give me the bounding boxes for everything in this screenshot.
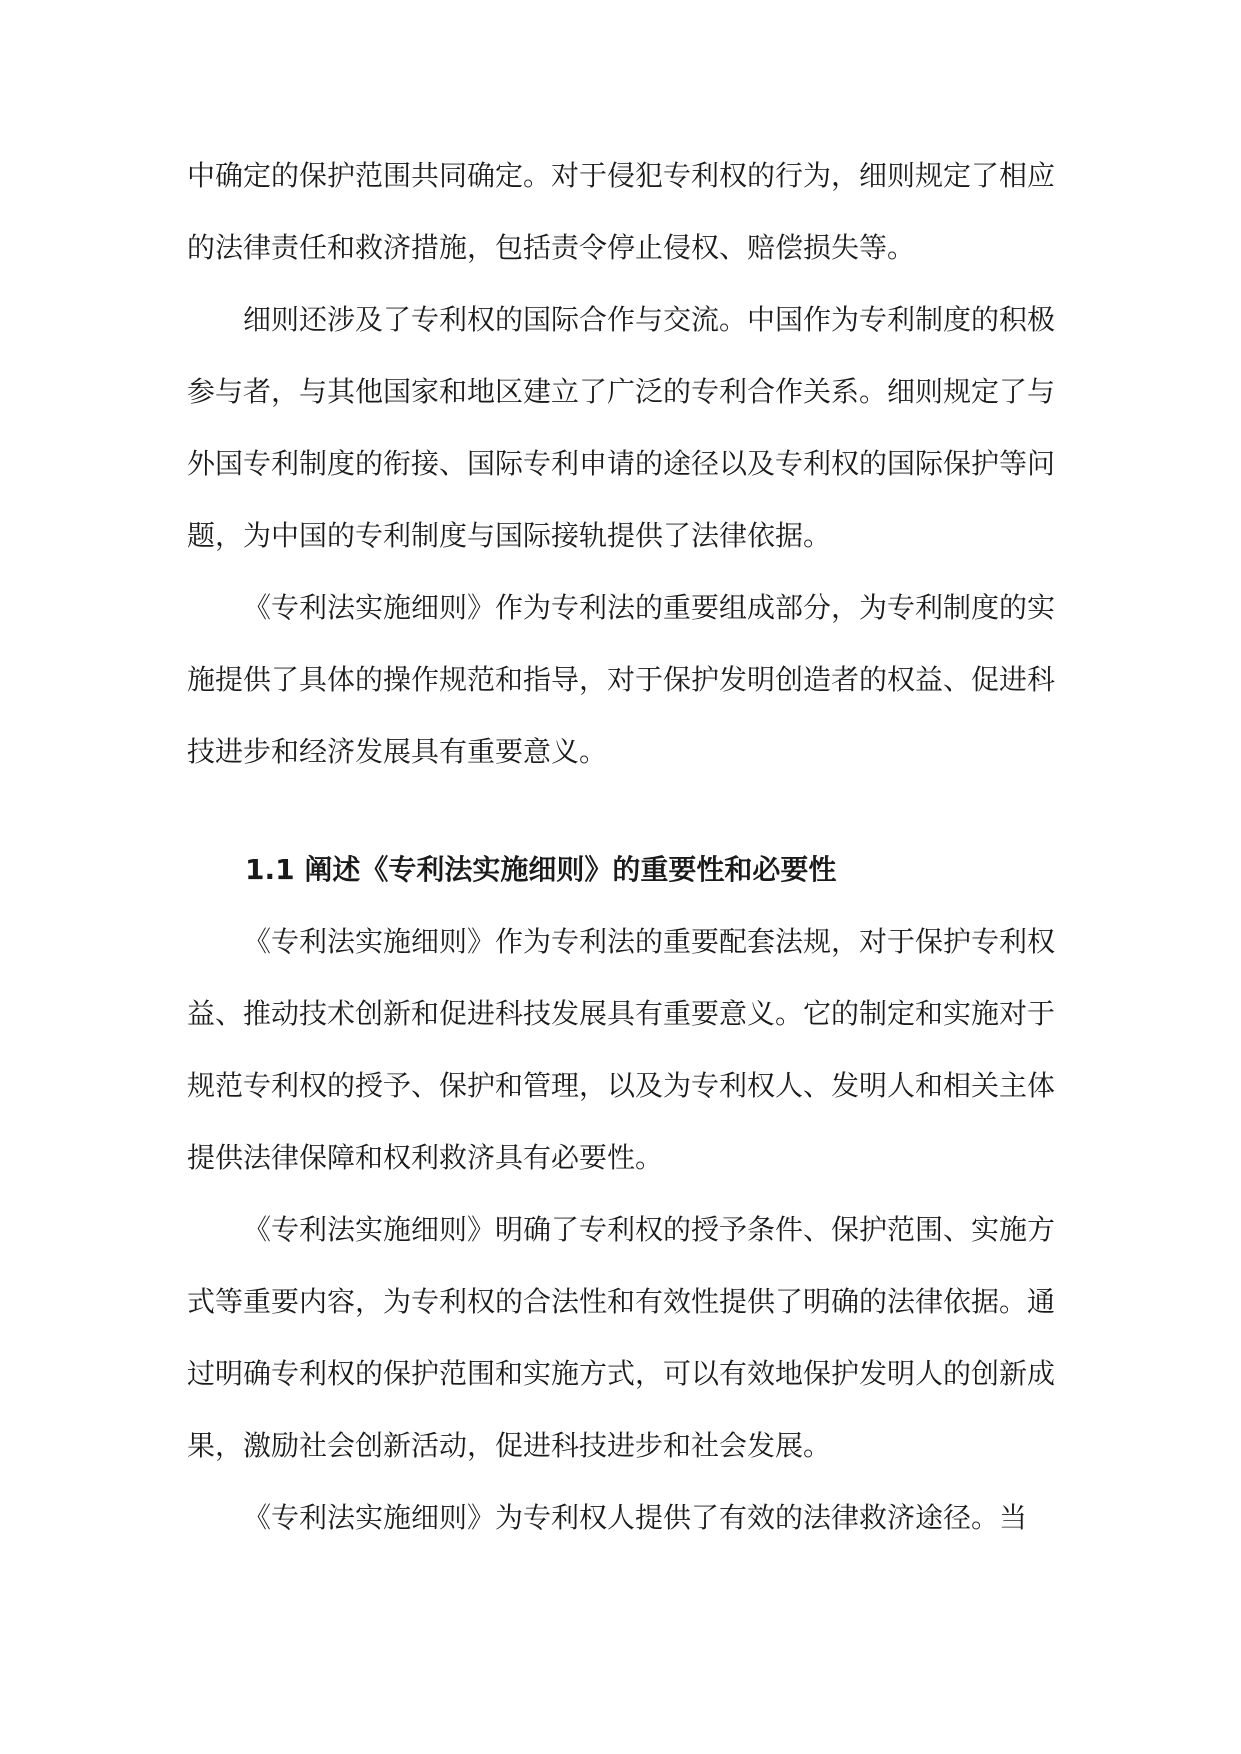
paragraph-international-cooperation: 细则还涉及了专利权的国际合作与交流。中国作为专利制度的积极参与者，与其他国家和地区建立了广泛的专利合作关系。细则规定了与外国专利制度的衔接、国际专利申请的途径以及专利权的国际保护等问题，为中国的专利制度与国际接轨提供了法律依据。 xyxy=(187,303,1056,552)
paragraph-legal-basis: 《专利法实施细则》明确了专利权的授予条件、保护范围、实施方式等重要内容，为专利权的合法性和有效性提供了明确的法律依据。通过明确专利权的保护范围和实施方式，可以有效地保护发明人的创新成果，激励社会创新活动，促进科技进步和社会发展。 xyxy=(187,1213,1056,1462)
section-heading: 1.1 阐述《专利法实施细则》的重要性和必要性 xyxy=(245,853,837,886)
paragraph-remedy: 《专利法实施细则》为专利权人提供了有效的法律救济途径。当 xyxy=(243,1501,1028,1534)
paragraph-summary: 《专利法实施细则》作为专利法的重要组成部分，为专利制度的实施提供了具体的操作规范和指导，对于保护发明创造者的权益、促进科技进步和经济发展具有重要意义。 xyxy=(187,591,1056,768)
paragraph-importance: 《专利法实施细则》作为专利法的重要配套法规，对于保护专利权益、推动技术创新和促进科技发展具有重要意义。它的制定和实施对于规范专利权的授予、保护和管理，以及为专利权人、发明人和相关主体提供法律保障和权利救济具有必要性。 xyxy=(187,925,1056,1174)
document-body xyxy=(187,140,1055,1554)
paragraph-continued: 中确定的保护范围共同确定。对于侵犯专利权的行为，细则规定了相应的法律责任和救济措施，包括责令停止侵权、赔偿损失等。 xyxy=(187,159,1056,264)
